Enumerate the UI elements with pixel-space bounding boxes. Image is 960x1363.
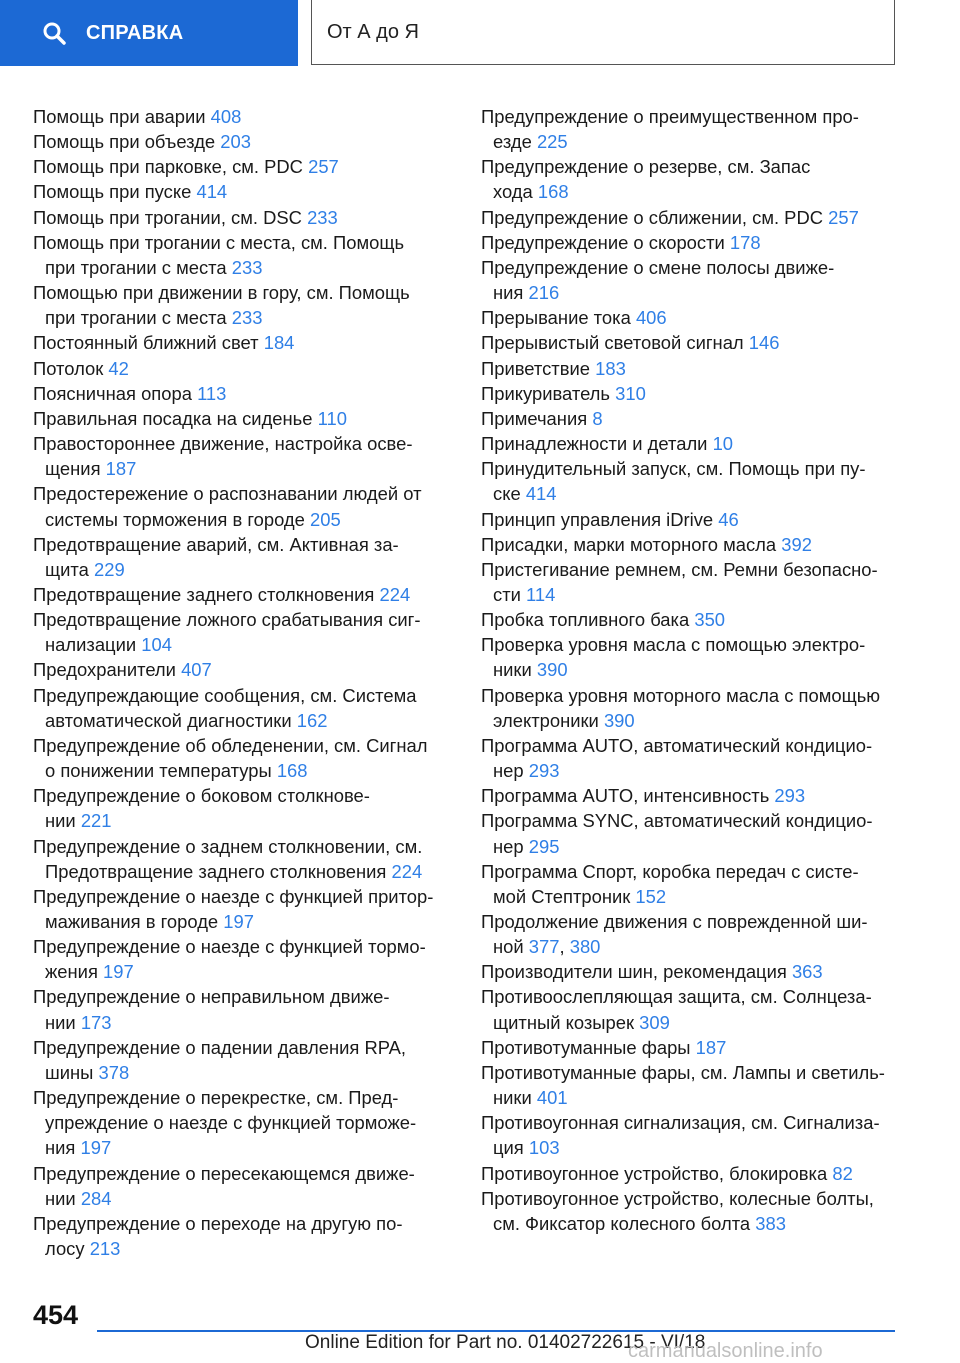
- index-entry-text: Программа AUTO, интенсивность: [481, 785, 770, 807]
- index-entry-text: Предупреждение об обледенении, см. Сигнал: [33, 734, 428, 756]
- index-entry-text: нализации: [45, 634, 137, 656]
- page-link[interactable]: 414: [196, 181, 228, 203]
- index-entry-text: Правостороннее движение, настройка осве-: [33, 433, 413, 455]
- help-tab-label: СПРАВКА: [86, 21, 184, 44]
- index-entry: [33, 154, 453, 179]
- index-entry-text: Предупреждение о скорости: [481, 231, 725, 253]
- index-entry: [481, 984, 901, 1034]
- index-entry: [33, 104, 453, 129]
- page-link[interactable]: 110: [317, 407, 347, 429]
- index-entry-text: Предупреждение о неправильном движе-: [33, 986, 390, 1008]
- page-link[interactable]: 233: [307, 206, 338, 228]
- page-link[interactable]: 350: [694, 609, 726, 631]
- index-entry: [481, 1060, 901, 1110]
- page-link[interactable]: 213: [89, 1238, 121, 1260]
- index-entry-text: о понижении температуры: [45, 760, 272, 782]
- index-entry: [481, 859, 901, 909]
- index-entry: [33, 1085, 453, 1160]
- index-entry: [481, 230, 901, 255]
- page-link[interactable]: 162: [296, 709, 328, 731]
- page-link[interactable]: 378: [98, 1061, 130, 1083]
- page-link[interactable]: 310: [615, 382, 646, 404]
- index-entry-text: Примечания: [481, 407, 588, 429]
- index-entry-text: езде: [493, 131, 532, 153]
- index-entry-text: ция: [493, 1137, 524, 1159]
- index-entry-text: Принудительный запуск, см. Помощь при пу-: [481, 458, 866, 480]
- page-link[interactable]: 380: [569, 936, 601, 958]
- index-entry-text: см. Фиксатор колесного болта: [493, 1212, 751, 1234]
- index-entry: [33, 934, 453, 984]
- index-entry-text: Противоугонная сигнализация, см. Сигнализа-: [481, 1112, 880, 1134]
- index-entry-text: при трогании с места: [45, 256, 227, 278]
- index-entry: [481, 1186, 901, 1236]
- index-entry: [33, 356, 453, 381]
- page-link[interactable]: 383: [755, 1212, 786, 1234]
- index-entry: [481, 456, 901, 506]
- index-entry-text: нии: [45, 1011, 76, 1033]
- index-entry: [33, 1035, 453, 1085]
- index-entry: [481, 607, 901, 632]
- page-link[interactable]: 173: [80, 1011, 112, 1033]
- page-link[interactable]: 293: [528, 760, 560, 782]
- index-entry: [33, 657, 453, 682]
- index-entry-text: Предостережение о распознавании людей от: [33, 483, 422, 505]
- index-entry: [481, 959, 901, 984]
- index-entry: [481, 507, 901, 532]
- index-entry-text: Помощью при движении в гору, см. Помощь: [33, 282, 410, 304]
- index-entry: [33, 205, 453, 230]
- index-entry-text: Предупреждающие сообщения, см. Система: [33, 684, 417, 706]
- page-link[interactable]: 284: [80, 1187, 112, 1209]
- index-entry-text: маживания в городе: [45, 911, 219, 932]
- page-link[interactable]: 197: [223, 911, 254, 932]
- page-link[interactable]: 407: [181, 659, 212, 681]
- index-entry-text: жения: [45, 961, 98, 983]
- page-link[interactable]: 203: [220, 131, 251, 153]
- index-entry-text: сти: [493, 583, 521, 605]
- page-link[interactable]: 224: [379, 583, 411, 605]
- page-link[interactable]: 257: [308, 156, 339, 178]
- index-entry-text: Предотвращение ложного срабатывания сиг-: [33, 609, 421, 631]
- index-entry: [481, 154, 901, 204]
- index-entry: [33, 481, 453, 531]
- page-link[interactable]: 168: [537, 181, 569, 203]
- index-entry-text: Прерывистый световой сигнал: [481, 332, 744, 354]
- index-column-right: [481, 104, 901, 1236]
- page-link[interactable]: 146: [748, 332, 780, 354]
- index-entry-text: Поясничная опора: [33, 382, 192, 404]
- search-icon: [42, 21, 66, 45]
- index-entry: [481, 783, 901, 808]
- page-link[interactable]: 295: [528, 835, 560, 857]
- page-link[interactable]: 233: [231, 307, 263, 329]
- index-entry-text: Предупреждение о наезде с функцией притор-: [33, 885, 434, 907]
- index-entry: [481, 305, 901, 330]
- index-entry-text: Прикуриватель: [481, 382, 610, 404]
- page-link[interactable]: 46: [718, 508, 739, 530]
- index-entry: [33, 230, 453, 280]
- page-link[interactable]: 187: [695, 1036, 727, 1058]
- index-entry-text: щитный козырек: [493, 1011, 635, 1033]
- index-entry-text: Помощь при трогании, см. DSC: [33, 206, 302, 228]
- index-entry: [33, 884, 453, 934]
- index-entry-text: Предохранители: [33, 659, 176, 681]
- page-link[interactable]: 187: [105, 458, 137, 480]
- index-entry: [33, 431, 453, 481]
- index-entry-text: Потолок: [33, 357, 104, 379]
- index-entry-text: Предупреждение о перекрестке, см. Пред-: [33, 1087, 399, 1109]
- index-entry-text: Противотуманные фары, см. Лампы и светиль-: [481, 1061, 885, 1083]
- index-entry: [481, 557, 901, 607]
- index-entry-text: Противоослепляющая защита, см. Солнцеза-: [481, 986, 872, 1008]
- index-entry-text: ния: [493, 282, 524, 304]
- page-link[interactable]: 152: [635, 885, 667, 907]
- index-entry-text: мой Стептроник: [493, 885, 631, 907]
- index-entry-text: Помощь при парковке, см. PDC: [33, 156, 303, 178]
- index-entry: [33, 582, 453, 607]
- index-entry-text: нер: [493, 760, 524, 782]
- index-entry-text: Предупреждение о преимущественном про-: [481, 106, 859, 127]
- page-link[interactable]: 401: [536, 1087, 568, 1109]
- index-entry-text: Программа AUTO, автоматический кондицио-: [481, 734, 873, 756]
- index-entry-text: ной: [493, 936, 524, 958]
- index-entry-text: упреждение о наезде с функцией торможе-: [45, 1112, 417, 1134]
- index-entry: [481, 104, 901, 154]
- index-entry-text: Предупреждение о падении давления RPA,: [33, 1036, 407, 1058]
- index-entry-text: шины: [45, 1061, 94, 1083]
- index-entry-text: Предупреждение о резерве, см. Запас: [481, 156, 811, 178]
- page-link[interactable]: 392: [781, 533, 812, 555]
- page-link[interactable]: 216: [528, 282, 560, 304]
- page-link[interactable]: 82: [832, 1162, 853, 1184]
- index-entry-text: Помощь при трогании с места, см. Помощь: [33, 231, 405, 253]
- index-entry-text: Продолжение движения с поврежденной ши-: [481, 911, 868, 932]
- page-link[interactable]: 184: [263, 332, 295, 354]
- page-link[interactable]: 406: [635, 307, 667, 329]
- page-link[interactable]: 390: [536, 659, 568, 681]
- index-entry-text: Предотвращение аварий, см. Активная за-: [33, 533, 399, 555]
- index-entry-text: автоматической диагностики: [45, 709, 292, 731]
- index-entry-text: лосу: [45, 1238, 85, 1260]
- index-entry: [481, 205, 901, 230]
- index-entry-text: Пробка топливного бака: [481, 609, 690, 631]
- index-entry: [481, 330, 901, 355]
- page-number: 454: [33, 1300, 79, 1330]
- index-entry-text: щита: [45, 558, 89, 580]
- page-link[interactable]: 221: [80, 810, 112, 832]
- index-entry: [481, 632, 901, 682]
- index-entry: [33, 1161, 453, 1211]
- index-entry-text: Правильная посадка на сиденье: [33, 407, 313, 429]
- page-link[interactable]: 10: [712, 433, 734, 455]
- page-link[interactable]: 205: [310, 508, 341, 530]
- section-tab[interactable]: [311, 0, 895, 65]
- index-entry: [33, 834, 453, 884]
- page-link[interactable]: 8: [592, 407, 603, 429]
- page-link[interactable]: 114: [526, 583, 556, 605]
- page-link[interactable]: 113: [197, 382, 227, 404]
- page-link[interactable]: 363: [791, 961, 823, 983]
- index-entry-text: Проверка уровня моторного масла с помощью: [481, 684, 881, 706]
- index-entry-text: Программа SYNC, автоматический кондицио-: [481, 810, 873, 832]
- index-entry: [33, 179, 453, 204]
- page-link[interactable]: 197: [80, 1137, 112, 1159]
- index-entry-text: ния: [45, 1137, 76, 1159]
- index-entry-text: ники: [493, 1087, 532, 1109]
- index-entry-text: нии: [45, 1187, 76, 1209]
- page-link[interactable]: 42: [108, 357, 129, 379]
- page-link[interactable]: 233: [231, 256, 263, 278]
- index-entry: [481, 1035, 901, 1060]
- index-entry-text: щения: [45, 458, 101, 480]
- index-entry-text: хода: [493, 181, 533, 203]
- index-entry-text: нии: [45, 810, 76, 832]
- index-entry-text: ске: [493, 483, 521, 505]
- index-entry-text: Производители шин, рекомендация: [481, 961, 787, 983]
- index-entry: [33, 1211, 453, 1261]
- index-entry: [481, 733, 901, 783]
- index-entry-text: Противоугонное устройство, колесные болты,: [481, 1187, 874, 1209]
- index-entry: [33, 406, 453, 431]
- index-entry: [481, 431, 901, 456]
- index-entry: [33, 733, 453, 783]
- index-entry-text: Предупреждение о наезде с функцией тормо-: [33, 936, 426, 958]
- page-link[interactable]: 257: [828, 206, 859, 228]
- index-entry: [33, 129, 453, 154]
- index-entry-text: Постоянный ближний свет: [33, 332, 259, 354]
- index-entry-text: Противотуманные фары: [481, 1036, 691, 1058]
- index-entry: [481, 381, 901, 406]
- page-link[interactable]: 408: [210, 106, 242, 127]
- page-link[interactable]: 293: [774, 785, 806, 807]
- index-entry-text: Предотвращение заднего столкновения: [33, 583, 375, 605]
- index-entry-text: Предупреждение о заднем столкновении, см.: [33, 835, 423, 857]
- index-entry-text: Проверка уровня масла с помощью электро-: [481, 634, 866, 656]
- index-entry: [481, 808, 901, 858]
- index-entry-text: Предупреждение о переходе на другую по-: [33, 1212, 403, 1234]
- index-entry: [33, 783, 453, 833]
- index-entry-text: Помощь при аварии: [33, 106, 206, 127]
- page-link[interactable]: 178: [729, 231, 761, 253]
- index-entry-text: Предупреждение о пересекающемся движе-: [33, 1162, 415, 1184]
- index-entry: [481, 406, 901, 431]
- page-link[interactable]: 377: [528, 936, 560, 958]
- index-entry-text: Предупреждение о сближении, см. PDC: [481, 206, 824, 228]
- page-link[interactable]: 309: [639, 1011, 670, 1033]
- page-link[interactable]: 168: [276, 760, 308, 782]
- index-entry: [481, 356, 901, 381]
- edition-text: Online Edition for Part no. 01402722615 - VI/18: [305, 1332, 706, 1353]
- index-entry: Продолжение движения с поврежденной ши- ной 377, 380: [481, 911, 868, 958]
- index-entry: [481, 1110, 901, 1160]
- index-entry-text: электроники: [493, 709, 599, 731]
- index-entry-text: Принцип управления iDrive: [481, 508, 714, 530]
- index-entry-text: нер: [493, 835, 524, 857]
- index-entry-text: Помощь при пуске: [33, 181, 192, 203]
- index-entry-text: Присадки, марки моторного масла: [481, 533, 777, 555]
- index-entry: [33, 280, 453, 330]
- index-entry-text: Помощь при объезде: [33, 131, 216, 153]
- index-entry: [481, 255, 901, 305]
- help-tab[interactable]: [0, 0, 298, 66]
- index-entry: [33, 330, 453, 355]
- watermark: carmanualsonline.info: [628, 1340, 823, 1362]
- index-entry-text: Принадлежности и детали: [481, 433, 708, 455]
- page-link[interactable]: 183: [595, 357, 626, 379]
- index-entry-text: Предупреждение о боковом столкнове-: [33, 785, 370, 807]
- index-entry-text: Пристегивание ремнем, см. Ремни безопасно-: [481, 558, 878, 580]
- page-link[interactable]: 390: [603, 709, 635, 731]
- index-entry: [481, 1161, 901, 1186]
- page-link[interactable]: 103: [528, 1137, 560, 1159]
- index-entry: [33, 381, 453, 406]
- index-entry-text: Предотвращение заднего столкновения: [45, 860, 387, 882]
- index-entry-text: системы торможения в городе: [45, 508, 305, 530]
- section-tab-label: От А до Я: [327, 20, 419, 43]
- index-entry-text: при трогании с места: [45, 307, 227, 329]
- page-link[interactable]: 104: [141, 634, 172, 656]
- index-entry-text: ники: [493, 659, 532, 681]
- index-entry: [481, 532, 901, 557]
- index-entry-text: Приветствие: [481, 357, 591, 379]
- index-entry-text: Программа Спорт, коробка передач с систе-: [481, 860, 859, 882]
- page-link[interactable]: 229: [93, 558, 125, 580]
- index-column-left: [33, 104, 453, 1261]
- index-entry-text: Противоугонное устройство, блокировка: [481, 1162, 828, 1184]
- page-link[interactable]: 224: [391, 860, 423, 882]
- index-entry: [33, 607, 453, 657]
- index-entry: [33, 984, 453, 1034]
- index-entry: [33, 532, 453, 582]
- index-entry: [481, 683, 901, 733]
- page-link[interactable]: 225: [536, 131, 568, 153]
- index-entry: [33, 683, 453, 733]
- page-link[interactable]: 414: [525, 483, 557, 505]
- page-link[interactable]: 197: [103, 961, 134, 983]
- header: [0, 0, 960, 66]
- index-entry-text: Прерывание тока: [481, 307, 631, 329]
- index-entry-text: Предупреждение о смене полосы движе-: [481, 256, 835, 278]
